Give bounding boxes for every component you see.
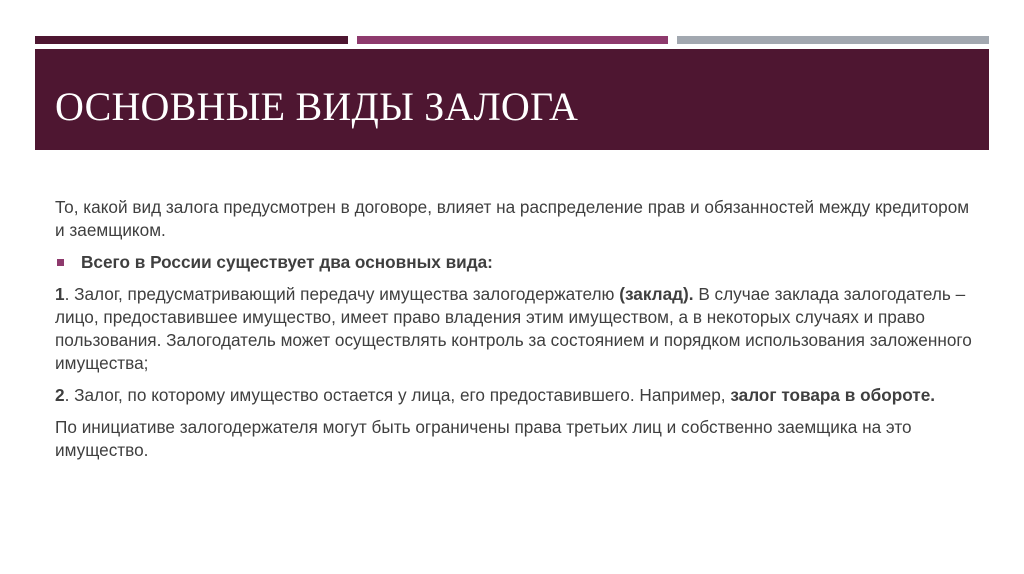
accent-bar-dark [35,36,348,44]
item2-bold-term: залог товара в обороте. [730,385,936,405]
item1-bold-term: (заклад). [619,284,694,304]
intro-paragraph: То, какой вид залога предусмотрен в договоре, влияет на распределение прав и обязанностей между кредитором и заемщиком. [55,197,970,240]
closing-paragraph: По инициативе залогодержателя могут быть ограничены права третьих лиц и собственно заемщика на это имущество. [55,417,912,460]
title-band [35,49,989,150]
item2-number: 2 [55,385,65,405]
bullet-text: Всего в России существует два основных вида: [81,252,493,272]
item1-text-a: . Залог, предусматривающий передачу имущества залогодержателю [64,284,620,304]
accent-bar-gray [677,36,989,44]
bullet-item [55,251,975,274]
slide-content [55,196,975,471]
square-bullet-icon [57,259,64,266]
list-item-2 [55,384,975,407]
item1-number: 1 [55,284,65,304]
item2-text-a: . Залог, по которому имущество остается у лица, его предоставившего. Например, [64,385,731,405]
accent-bar-magenta [357,36,668,44]
slide-title: ОСНОВНЫЕ ВИДЫ ЗАЛОГА [55,84,579,129]
list-item-1 [55,283,975,375]
item1-text-b: В случае заклада залогодатель – лицо, предоставившее имущество, имеет право владения этим имуществом, а в некоторых случаях и право пользования. Залогодатель может осуществлять контроль за состоянием и порядком использования заложенного имущества; [55,284,972,373]
